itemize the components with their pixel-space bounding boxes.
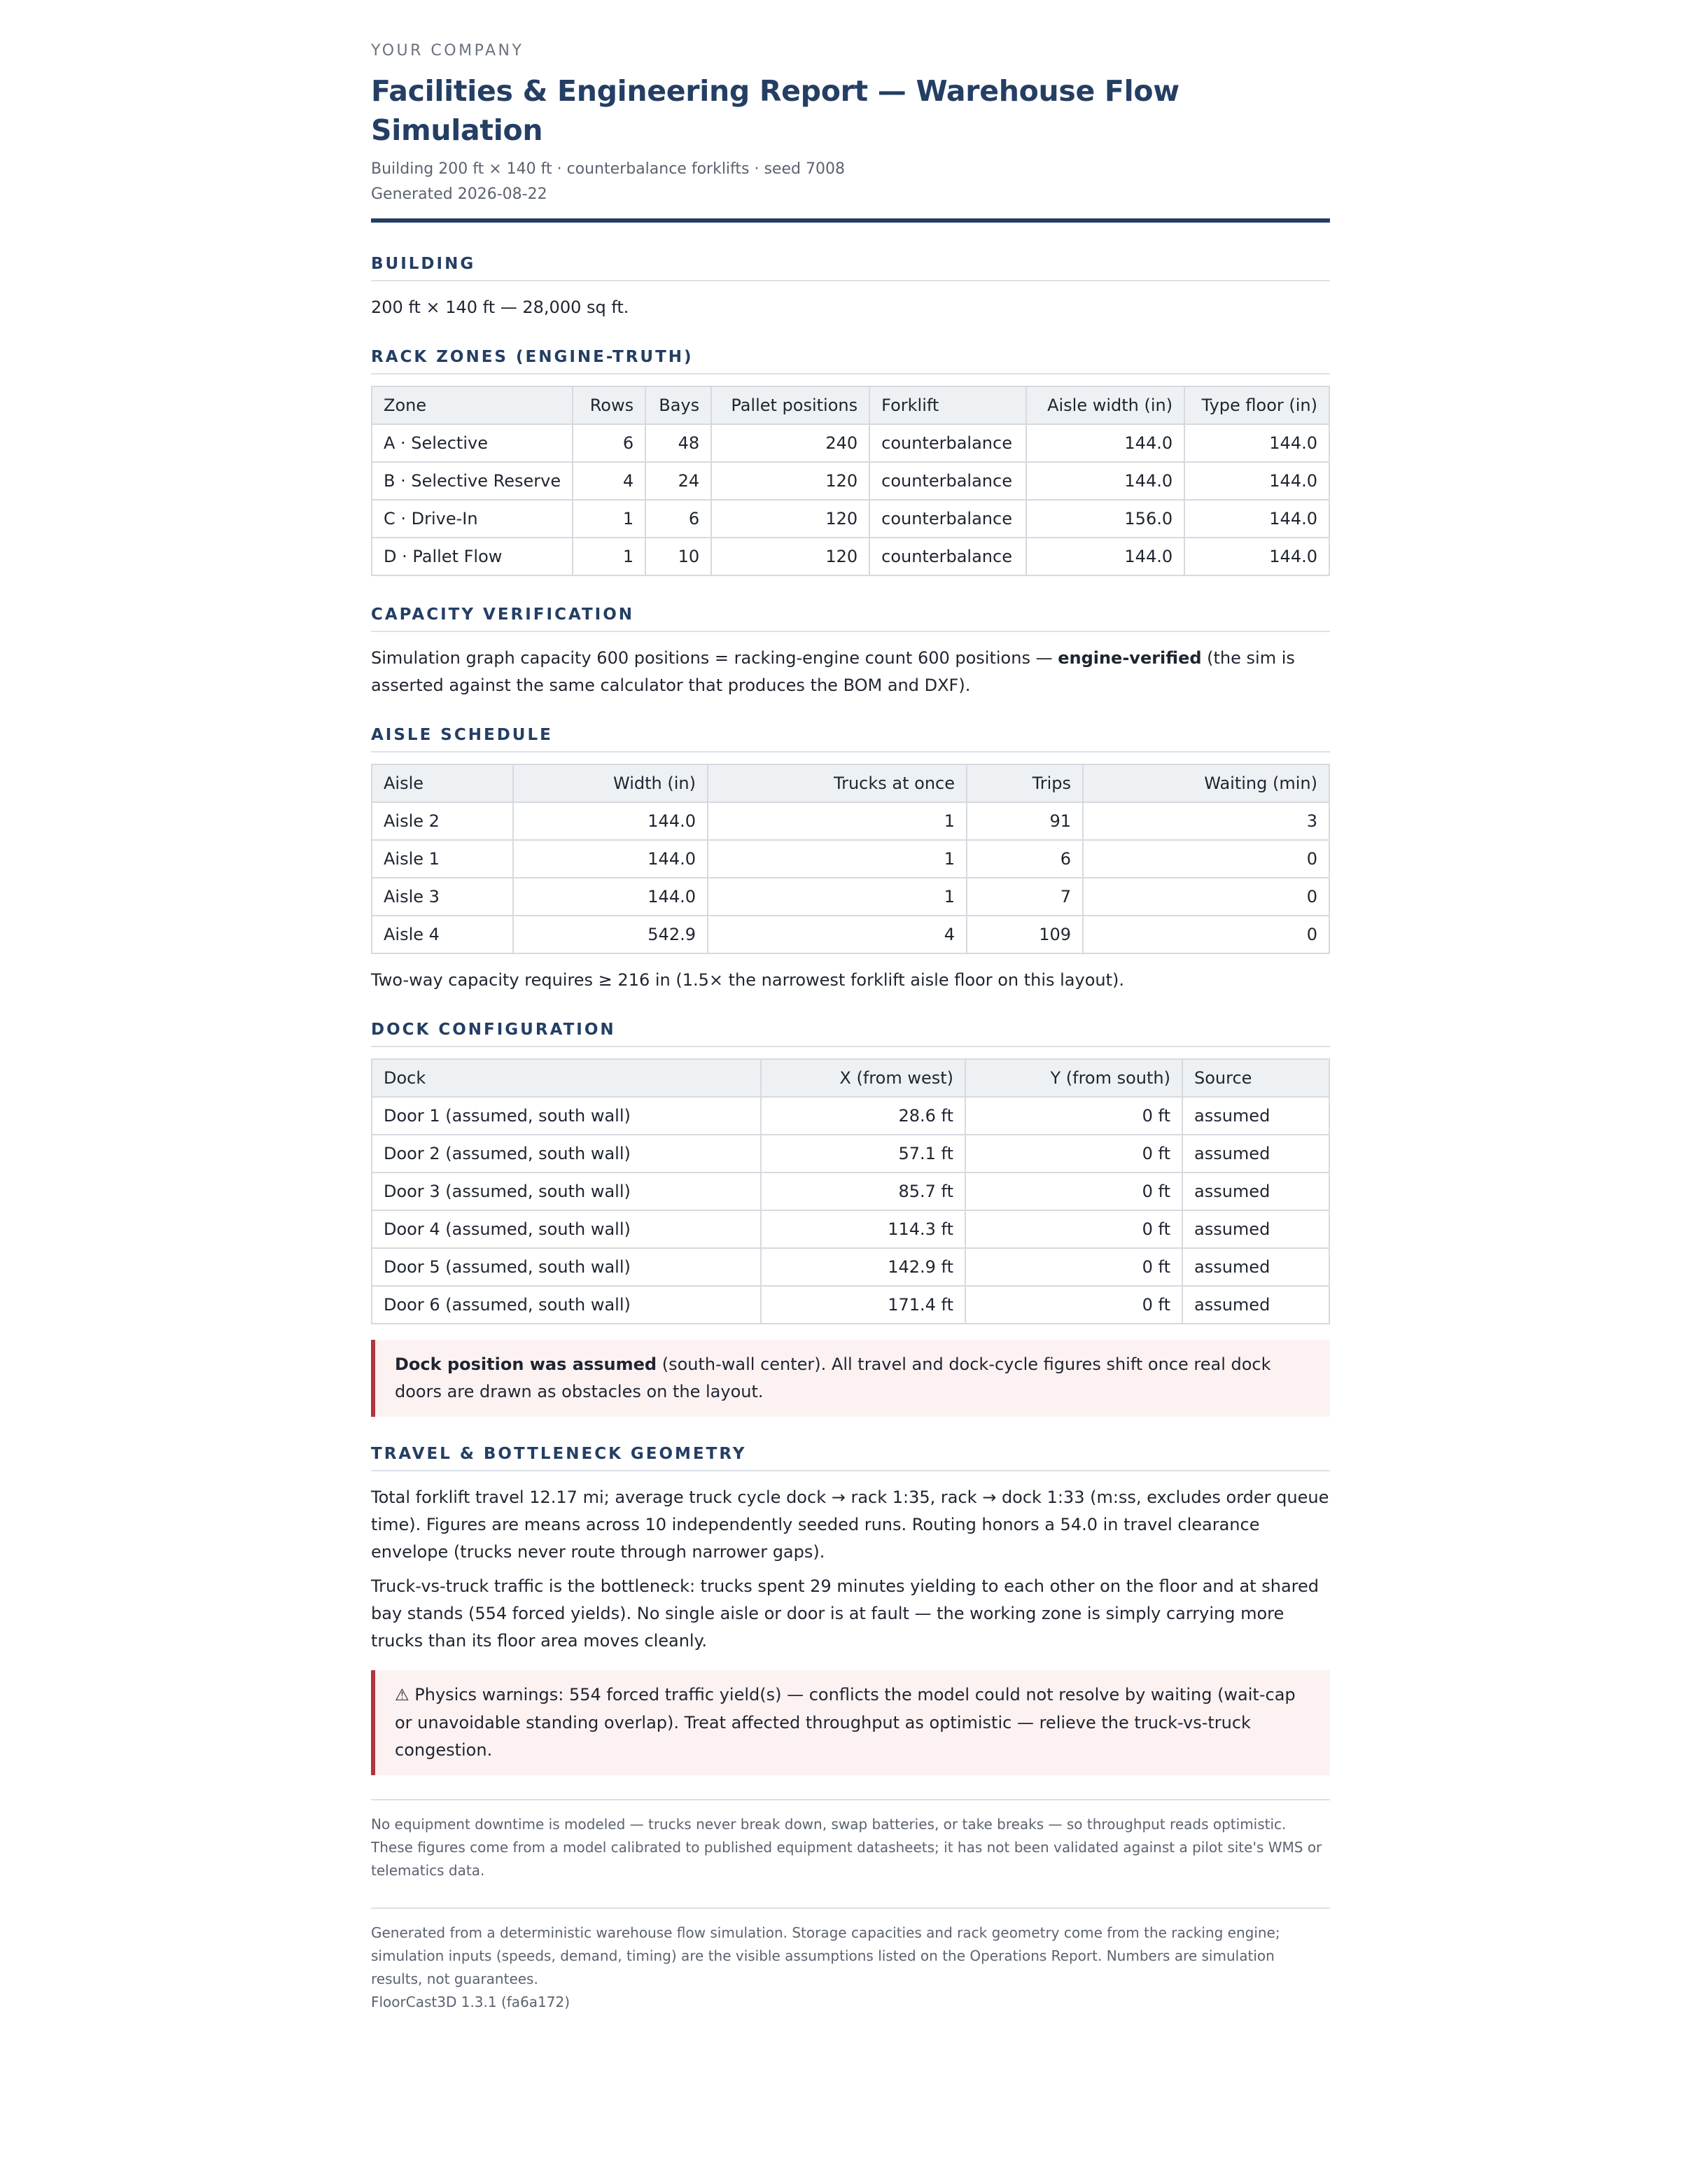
table-cell: D · Pallet Flow — [372, 538, 573, 575]
column-header: Forklift — [869, 386, 1026, 424]
table-cell: 91 — [967, 802, 1083, 840]
table-cell: 144.0 — [1184, 500, 1329, 538]
dock-heading: DOCK CONFIGURATION — [371, 1019, 1330, 1047]
table-cell: 1 — [708, 878, 967, 916]
table-cell: assumed — [1182, 1210, 1329, 1248]
table-cell: 6 — [573, 424, 645, 462]
table-cell: 142.9 ft — [761, 1248, 965, 1286]
table-cell: 120 — [711, 462, 869, 500]
table-cell: 7 — [967, 878, 1083, 916]
column-header: Pallet positions — [711, 386, 869, 424]
header-divider — [371, 218, 1330, 223]
rack-zones-heading: RACK ZONES (ENGINE-TRUTH) — [371, 346, 1330, 374]
dock-section — [371, 1019, 1330, 1417]
table-cell: 85.7 ft — [761, 1172, 965, 1210]
column-header: Rows — [573, 386, 645, 424]
downtime-note: No equipment downtime is modeled — trucks never break down, swap batteries, or take breaks — so throughput reads optimistic. These figures come from a model calibrated to published equipment datasheets; it has not been validated against a pilot site's WMS or telematics data. — [371, 1799, 1330, 1882]
table-cell: 144.0 — [1184, 462, 1329, 500]
table-cell: 4 — [573, 462, 645, 500]
table-cell: Door 3 (assumed, south wall) — [372, 1172, 761, 1210]
generated-date: Generated 2026-08-22 — [371, 186, 547, 203]
table-header-row — [372, 764, 1329, 802]
table-row — [372, 424, 1329, 462]
footer-text: Generated from a deterministic warehouse flow simulation. Storage capacities and rack geometry come from the racking engine; simulation inputs (speeds, demand, timing) are the visible assumptions listed on the Operations Report. Numbers are simulation results, not guarantees. — [371, 1924, 1280, 1987]
table-cell: 109 — [967, 916, 1083, 953]
table-cell: 0 — [1083, 916, 1329, 953]
engine-verified-label: engine-verified — [1058, 648, 1202, 668]
table-cell: 10 — [645, 538, 711, 575]
two-way-capacity-note: Two-way capacity requires ≥ 216 in (1.5× the narrowest forklift aisle floor on this layout). — [371, 970, 1125, 990]
column-header: X (from west) — [761, 1059, 965, 1097]
table-cell: 240 — [711, 424, 869, 462]
table-cell: assumed — [1182, 1172, 1329, 1210]
version-label: FloorCast3D 1.3.1 (fa6a172) — [371, 1994, 570, 2010]
table-cell: 171.4 ft — [761, 1286, 965, 1324]
building-text: 200 ft × 140 ft — 28,000 sq ft. — [371, 298, 629, 317]
table-cell: Door 4 (assumed, south wall) — [372, 1210, 761, 1248]
capacity-text-start: Simulation graph capacity 600 positions = racking-engine count 600 positions — — [371, 648, 1058, 668]
table-cell: 0 ft — [965, 1097, 1182, 1135]
table-cell: Aisle 3 — [372, 878, 513, 916]
table-cell: Door 5 (assumed, south wall) — [372, 1248, 761, 1286]
table-row — [372, 1172, 1329, 1210]
table-cell: 114.3 ft — [761, 1210, 965, 1248]
table-cell: assumed — [1182, 1286, 1329, 1324]
table-cell: 144.0 — [1026, 462, 1184, 500]
physics-warning-callout — [371, 1670, 1330, 1775]
table-cell: assumed — [1182, 1248, 1329, 1286]
table-cell: Door 2 (assumed, south wall) — [372, 1135, 761, 1172]
table-cell: Aisle 4 — [372, 916, 513, 953]
column-header: Y (from south) — [965, 1059, 1182, 1097]
report-subtitle: Building 200 ft × 140 ft · counterbalance forklifts · seed 7008 — [371, 160, 845, 178]
table-cell: 1 — [708, 840, 967, 878]
callout-bold-label: Dock position was assumed — [395, 1354, 657, 1374]
capacity-heading: CAPACITY VERIFICATION — [371, 604, 1330, 632]
table-cell: 144.0 — [513, 840, 708, 878]
table-cell: C · Drive-In — [372, 500, 573, 538]
table-row — [372, 1097, 1329, 1135]
table-row — [372, 916, 1329, 953]
company-name: YOUR COMPANY — [371, 42, 524, 59]
capacity-text-end: (the sim is asserted against the same calculator that produces the BOM and DXF). — [371, 648, 1295, 695]
warning-text: Physics warnings: 554 forced traffic yield(s) — conflicts the model could not resolve by waiting (wait-cap or unavoidable standing overlap). Treat affected throughput as optimistic — relieve the truck-vs-truck congestion. — [395, 1685, 1296, 1760]
table-cell: 6 — [645, 500, 711, 538]
travel-section — [371, 1443, 1330, 1775]
travel-paragraph: Total forklift travel 12.17 mi; average truck cycle dock → rack 1:35, rack → dock 1:33 (m:ss, excludes order queue time). Figures are means across 10 independently seeded runs. Routing honors a 54.0 in travel clearance envelope (trucks never route through narrower gaps). — [371, 1488, 1329, 1562]
table-row — [372, 1286, 1329, 1324]
table-cell: 144.0 — [1184, 538, 1329, 575]
table-cell: Door 1 (assumed, south wall) — [372, 1097, 761, 1135]
column-header: Width (in) — [513, 764, 708, 802]
table-cell: B · Selective Reserve — [372, 462, 573, 500]
table-cell: 156.0 — [1026, 500, 1184, 538]
table-cell: 144.0 — [1026, 424, 1184, 462]
table-cell: 144.0 — [513, 802, 708, 840]
table-cell: 1 — [573, 538, 645, 575]
column-header: Aisle — [372, 764, 513, 802]
table-cell: Door 6 (assumed, south wall) — [372, 1286, 761, 1324]
table-cell: 144.0 — [1184, 424, 1329, 462]
bottleneck-paragraph: Truck-vs-truck traffic is the bottleneck: trucks spent 29 minutes yielding to each other on the floor and at shared bay stands (554 forced yields). No single aisle or door is at fault — the working zone is simply carrying more trucks than its floor area moves cleanly. — [371, 1576, 1319, 1651]
table-row — [372, 1135, 1329, 1172]
dock-assumed-callout — [371, 1340, 1330, 1417]
building-heading: BUILDING — [371, 253, 1330, 281]
column-header: Source — [1182, 1059, 1329, 1097]
table-cell: 0 ft — [965, 1248, 1182, 1286]
table-row — [372, 1248, 1329, 1286]
aisle-schedule-heading: AISLE SCHEDULE — [371, 724, 1330, 752]
warning-icon: ⚠ — [395, 1686, 410, 1704]
table-cell: assumed — [1182, 1097, 1329, 1135]
table-cell: A · Selective — [372, 424, 573, 462]
table-cell: 24 — [645, 462, 711, 500]
column-header: Zone — [372, 386, 573, 424]
column-header: Trips — [967, 764, 1083, 802]
table-cell: 4 — [708, 916, 967, 953]
capacity-text — [371, 645, 1330, 699]
column-header: Bays — [645, 386, 711, 424]
table-row — [372, 538, 1329, 575]
aisle-schedule-table — [371, 764, 1330, 954]
table-cell: 57.1 ft — [761, 1135, 965, 1172]
table-cell: 120 — [711, 538, 869, 575]
table-cell: Aisle 1 — [372, 840, 513, 878]
table-cell: 144.0 — [1026, 538, 1184, 575]
table-cell: counterbalance — [869, 538, 1026, 575]
table-cell: assumed — [1182, 1135, 1329, 1172]
table-cell: 28.6 ft — [761, 1097, 965, 1135]
table-cell: Aisle 2 — [372, 802, 513, 840]
table-cell: 0 ft — [965, 1172, 1182, 1210]
table-row — [372, 462, 1329, 500]
table-cell: 0 — [1083, 878, 1329, 916]
travel-heading: TRAVEL & BOTTLENECK GEOMETRY — [371, 1443, 1330, 1471]
column-header: Type floor (in) — [1184, 386, 1329, 424]
column-header: Waiting (min) — [1083, 764, 1329, 802]
callout-text: (south-wall center). All travel and dock-cycle figures shift once real dock doors are drawn as obstacles on the layout. — [395, 1354, 1271, 1401]
table-cell: counterbalance — [869, 424, 1026, 462]
column-header: Trucks at once — [708, 764, 967, 802]
footer — [371, 1907, 1330, 2014]
table-row — [372, 878, 1329, 916]
building-section — [371, 253, 1330, 321]
report-title: Facilities & Engineering Report — Warehouse Flow Simulation — [371, 74, 1180, 147]
table-cell: 0 ft — [965, 1210, 1182, 1248]
column-header: Dock — [372, 1059, 761, 1097]
report-page — [371, 0, 1330, 2014]
table-row — [372, 802, 1329, 840]
dock-table — [371, 1058, 1330, 1324]
rack-zones-section — [371, 346, 1330, 576]
table-cell: 144.0 — [513, 878, 708, 916]
table-cell: 0 ft — [965, 1135, 1182, 1172]
aisle-schedule-section — [371, 724, 1330, 994]
table-cell: 120 — [711, 500, 869, 538]
table-cell: 0 — [1083, 840, 1329, 878]
table-cell: 1 — [573, 500, 645, 538]
table-row — [372, 840, 1329, 878]
capacity-section — [371, 604, 1330, 699]
table-cell: 0 ft — [965, 1286, 1182, 1324]
table-cell: counterbalance — [869, 462, 1026, 500]
table-cell: 48 — [645, 424, 711, 462]
table-header-row — [372, 386, 1329, 424]
table-row — [372, 500, 1329, 538]
table-header-row — [372, 1059, 1329, 1097]
rack-zones-table — [371, 386, 1330, 576]
table-cell: 1 — [708, 802, 967, 840]
table-row — [372, 1210, 1329, 1248]
table-cell: counterbalance — [869, 500, 1026, 538]
table-cell: 542.9 — [513, 916, 708, 953]
table-cell: 6 — [967, 840, 1083, 878]
column-header: Aisle width (in) — [1026, 386, 1184, 424]
table-cell: 3 — [1083, 802, 1329, 840]
